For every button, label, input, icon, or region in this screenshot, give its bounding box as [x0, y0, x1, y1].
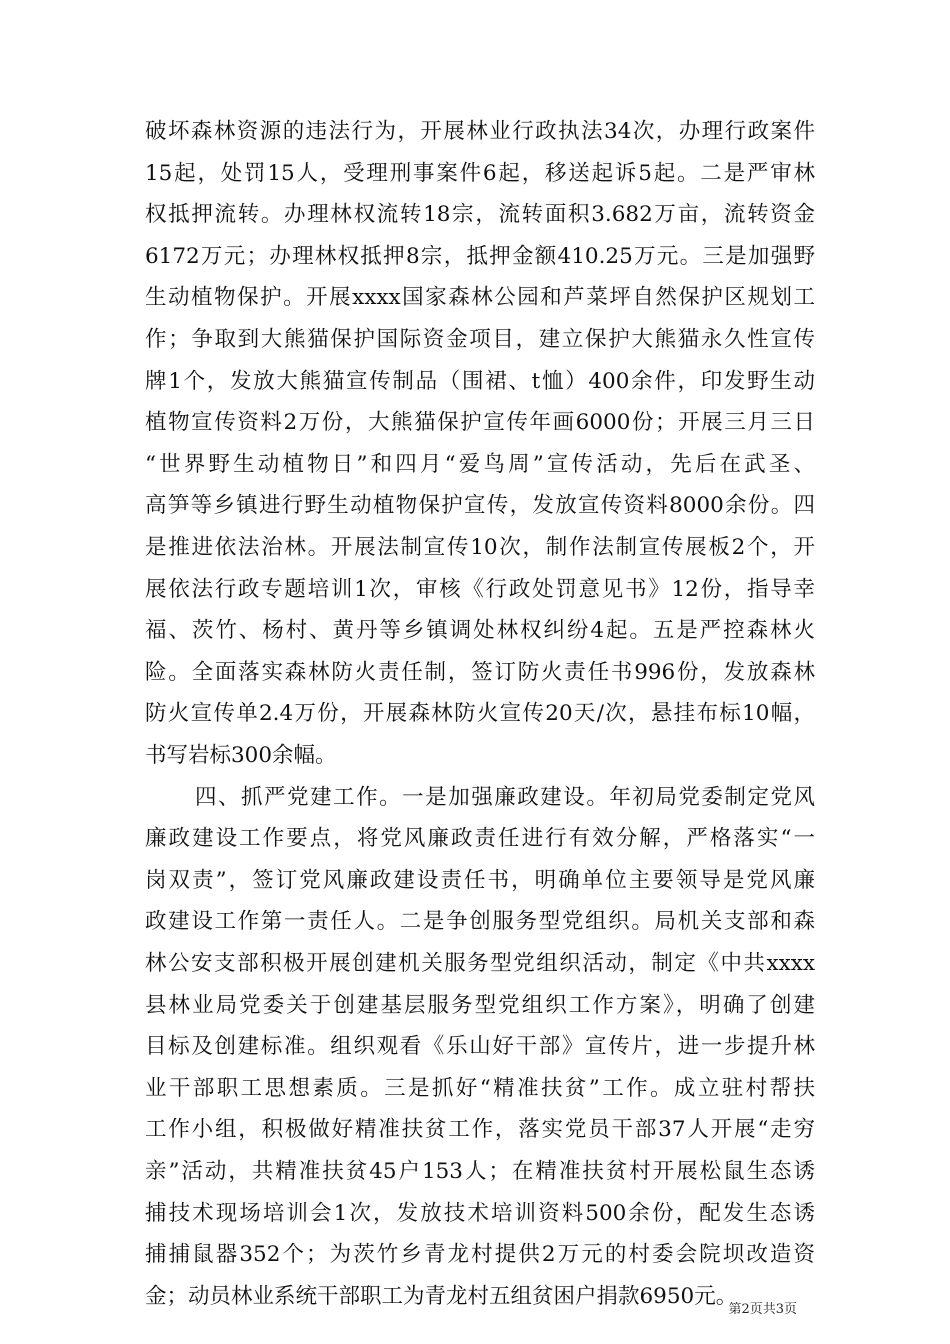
body-text-line: 廉政建设工作要点，将党风廉政责任进行有效分解，严格落实“一	[145, 826, 815, 852]
body-text-line: 岗双责”，签订党风廉政建设责任书，明确单位主要领导是党风廉	[145, 867, 815, 893]
body-text-line: 生动植物保护。开展xxxx国家森林公园和芦菜坪自然保护区规划工	[145, 285, 815, 311]
body-text-line: 目标及创建标准。组织观看《乐山好干部》宣传片，进一步提升林	[145, 1034, 815, 1060]
body-text-line: 高笋等乡镇进行野生动植物保护宣传，发放宣传资料8000余份。四	[145, 493, 815, 519]
body-text-line: 作；争取到大熊猫保护国际资金项目，建立保护大熊猫永久性宣传	[145, 327, 815, 352]
body-text-line: 捕技术现场培训会1次，发放技术培训资料500余份，配发生态诱	[145, 1200, 815, 1226]
paragraph-first-line: 四、抓严党建工作。一是加强廉政建设。年初局党委制定党风	[195, 784, 815, 810]
body-text-line: 权抵押流转。办理林权流转18宗，流转面积3.682万亩，流转资金	[145, 202, 815, 228]
body-text-line: 是推进依法治林。开展法制宣传10次，制作法制宣传展板2个，开	[145, 535, 815, 560]
body-text-line: 植物宣传资料2万份，大熊猫保护宣传年画6000份；开展三月三日	[145, 410, 815, 436]
body-text-line: 15起，处罚15人，受理刑事案件6起，移送起诉5起。二是严审林	[145, 160, 815, 186]
body-text-line: 业干部职工思想素质。三是抓好“精准扶贫”工作。成立驻村帮扶	[145, 1075, 815, 1101]
body-text-line: 福、茨竹、杨村、黄丹等乡镇调处林权纠纷4起。五是严控森林火	[145, 618, 815, 644]
body-text-line: 险。全面落实森林防火责任制，签订防火责任书996份，发放森林	[145, 659, 815, 685]
body-text-line: 工作小组，积极做好精准扶贫工作，落实党员干部37人开展“走穷	[145, 1117, 815, 1143]
body-text-line: 政建设工作第一责任人。二是争创服务型党组织。局机关支部和森	[145, 909, 815, 935]
body-text-line: 亲”活动，共精准扶贫45户153人；在精准扶贫村开展松鼠生态诱	[145, 1159, 815, 1184]
body-text-line: 林公安支部积极开展创建机关服务型党组织活动，制定《中共xxxx	[145, 951, 815, 976]
body-text-line: 书写岩标300余幅。	[145, 743, 337, 768]
page-number-footer: 第2页共3页	[728, 1302, 797, 1317]
body-text-line: 防火宣传单2.4万份，开展森林防火宣传20天/次，悬挂布标10幅，	[145, 701, 815, 727]
body-text-line: 破坏森林资源的违法行为，开展林业行政执法34次，办理行政案件	[145, 119, 815, 144]
body-text-line: 6172万元；办理林权抵押8宗，抵押金额410.25万元。三是加强野	[145, 243, 815, 269]
body-text-line: “世界野生动植物日”和四月“爱鸟周”宣传活动，先后在武圣、	[145, 451, 815, 477]
body-text-line: 牌1个，发放大熊猫宣传制品（围裙、t恤）400余件，印发野生动	[145, 368, 815, 394]
body-text-line: 展依法行政专题培训1次，审核《行政处罚意见书》12份，指导幸	[145, 576, 815, 602]
body-text-line: 捕捕鼠器352个；为茨竹乡青龙村提供2万元的村委会院坝改造资	[145, 1242, 815, 1268]
body-text-line: 金；动员林业系统干部职工为青龙村五组贫困户捐款6950元。	[145, 1283, 738, 1309]
body-text-line: 县林业局党委关于创建基层服务型党组织工作方案》，明确了创建	[145, 992, 815, 1018]
